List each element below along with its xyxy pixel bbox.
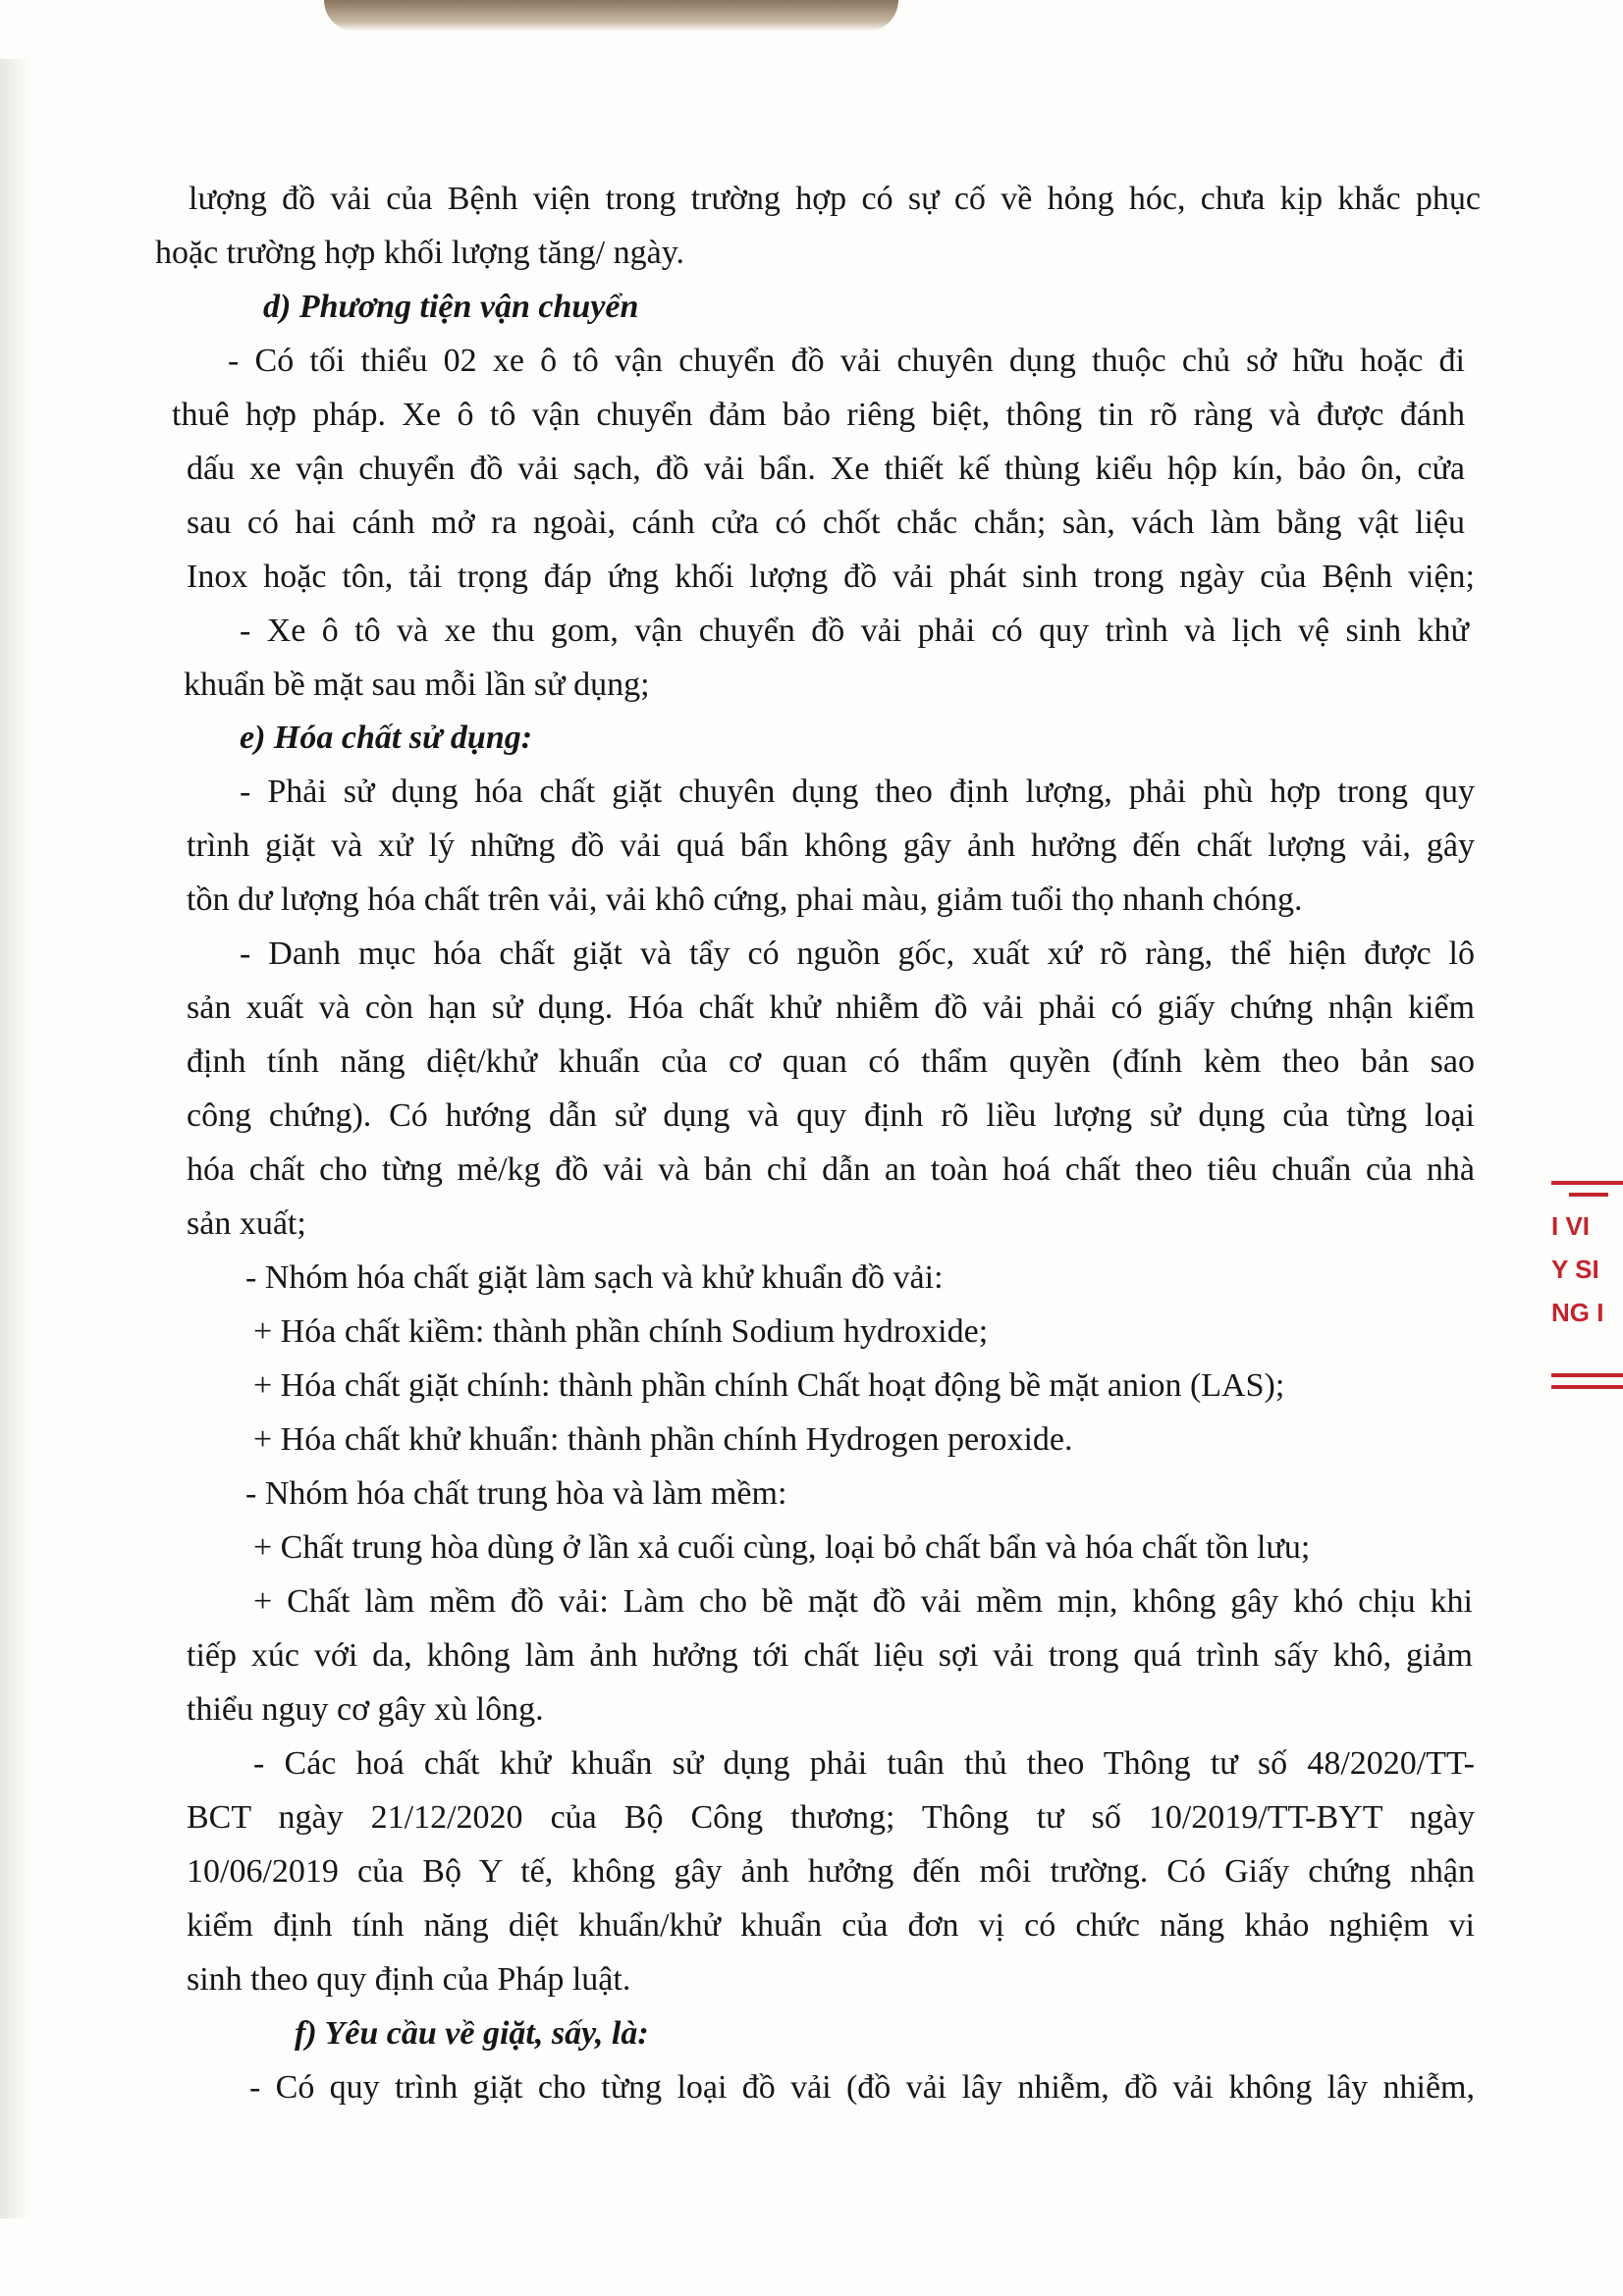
text-line: - Các hoá chất khử khuẩn sử dụng phải tuân thủ theo Thông tư số 48/2020/TT- (253, 1745, 1475, 1782)
text-line: trình giặt và xử lý những đồ vải quá bẩn không gây ảnh hưởng đến chất lượng vải, gây (187, 828, 1475, 864)
text-line: - Phải sử dụng hóa chất giặt chuyên dụng theo định lượng, phải phù hợp trong quy (240, 774, 1475, 810)
text-line: - Nhóm hóa chất giặt làm sạch và khử khuẩn đồ vải: (245, 1259, 944, 1296)
list-item: + Hóa chất khử khuẩn: thành phần chính Hydrogen peroxide. (253, 1421, 1073, 1458)
seal-rule (1551, 1181, 1623, 1185)
text-line: BCT ngày 21/12/2020 của Bộ Công thương; Thông tư số 10/2019/TT-BYT ngày (187, 1799, 1475, 1836)
list-item: + Chất làm mềm đồ vải: Làm cho bề mặt đồ vải mềm mịn, không gây khó chịu khi (253, 1583, 1473, 1620)
text-line: sau có hai cánh mở ra ngoài, cánh cửa có chốt chắc chắn; sàn, vách làm bằng vật liệu (187, 505, 1465, 541)
text-line: - Nhóm hóa chất trung hòa và làm mềm: (245, 1475, 787, 1512)
list-item: + Chất trung hòa dùng ở lần xả cuối cùng, loại bỏ chất bẩn và hóa chất tồn lưu; (253, 1529, 1311, 1566)
scan-binding-strip (324, 0, 898, 31)
list-item: + Hóa chất giặt chính: thành phần chính Chất hoạt động bề mặt anion (LAS); (253, 1367, 1285, 1404)
text-line: - Xe ô tô và xe thu gom, vận chuyển đồ vải phải có quy trình và lịch vệ sinh khử (240, 613, 1469, 649)
text-line: dấu xe vận chuyển đồ vải sạch, đồ vải bẩn. Xe thiết kế thùng kiểu hộp kín, bảo ôn, cửa (187, 451, 1465, 487)
text-line: khuẩn bề mặt sau mỗi lần sử dụng; (184, 667, 650, 703)
seal-rule (1551, 1373, 1623, 1377)
text-line: sản xuất và còn hạn sử dụng. Hóa chất khử nhiễm đồ vải phải có giấy chứng nhận kiểm (187, 989, 1475, 1026)
text-line: định tính năng diệt/khử khuẩn của cơ quan có thẩm quyền (đính kèm theo bản sao (187, 1043, 1475, 1080)
seal-text-line: NG I (1551, 1298, 1604, 1327)
seal-text-line: I VI (1551, 1211, 1591, 1241)
text-line: Inox hoặc tôn, tải trọng đáp ứng khối lượng đồ vải phát sinh trong ngày của Bệnh viện; (187, 559, 1475, 595)
text-line: hóa chất cho từng mẻ/kg đồ vải và bản chỉ dẫn an toàn hoá chất theo tiêu chuẩn của nhà (187, 1151, 1475, 1188)
seal-rule (1551, 1385, 1623, 1389)
list-item: + Hóa chất kiềm: thành phần chính Sodium hydroxide; (253, 1313, 989, 1350)
section-heading-d: d) Phương tiện vận chuyển (263, 289, 639, 325)
text-line: 10/06/2019 của Bộ Y tế, không gây ảnh hưởng đến môi trường. Có Giấy chứng nhận (187, 1853, 1475, 1890)
red-seal-fragment (1551, 1173, 1623, 1468)
text-line: - Có tối thiểu 02 xe ô tô vận chuyển đồ vải chuyên dụng thuộc chủ sở hữu hoặc đi (228, 343, 1465, 379)
text-line: kiểm định tính năng diệt khuẩn/khử khuẩn của đơn vị có chức năng khảo nghiệm vi (187, 1907, 1475, 1944)
text-line: thiểu nguy cơ gây xù lông. (187, 1691, 544, 1728)
section-heading-f: f) Yêu cầu về giặt, sấy, là: (295, 2015, 649, 2052)
text-line: - Danh mục hóa chất giặt và tẩy có nguồn gốc, xuất xứ rõ ràng, thể hiện được lô (240, 935, 1475, 972)
text-line: hoặc trường hợp khối lượng tăng/ ngày. (155, 235, 685, 271)
text-line: lượng đồ vải của Bệnh viện trong trường hợp có sự cố về hỏng hóc, chưa kịp khắc phục (189, 181, 1481, 217)
text-line: công chứng). Có hướng dẫn sử dụng và quy định rõ liều lượng sử dụng của từng loại (187, 1097, 1475, 1134)
text-line: thuê hợp pháp. Xe ô tô vận chuyển đảm bảo riêng biệt, thông tin rõ ràng và được đánh (172, 397, 1465, 433)
text-line: sinh theo quy định của Pháp luật. (187, 1961, 631, 1998)
text-line: tồn dư lượng hóa chất trên vải, vải khô cứng, phai màu, giảm tuổi thọ nhanh chóng. (187, 881, 1303, 918)
text-line: sản xuất; (187, 1205, 306, 1242)
text-line: - Có quy trình giặt cho từng loại đồ vải (đồ vải lây nhiễm, đồ vải không lây nhiễm, (249, 2069, 1475, 2106)
seal-text-line: Y SI (1551, 1255, 1599, 1284)
section-heading-e: e) Hóa chất sử dụng: (240, 720, 533, 756)
seal-rule (1569, 1193, 1608, 1197)
text-line: tiếp xúc với da, không làm ảnh hưởng tới chất liệu sợi vải trong quá trình sấy khô, giảm (187, 1637, 1473, 1674)
scan-fold-shadow (0, 59, 29, 2218)
